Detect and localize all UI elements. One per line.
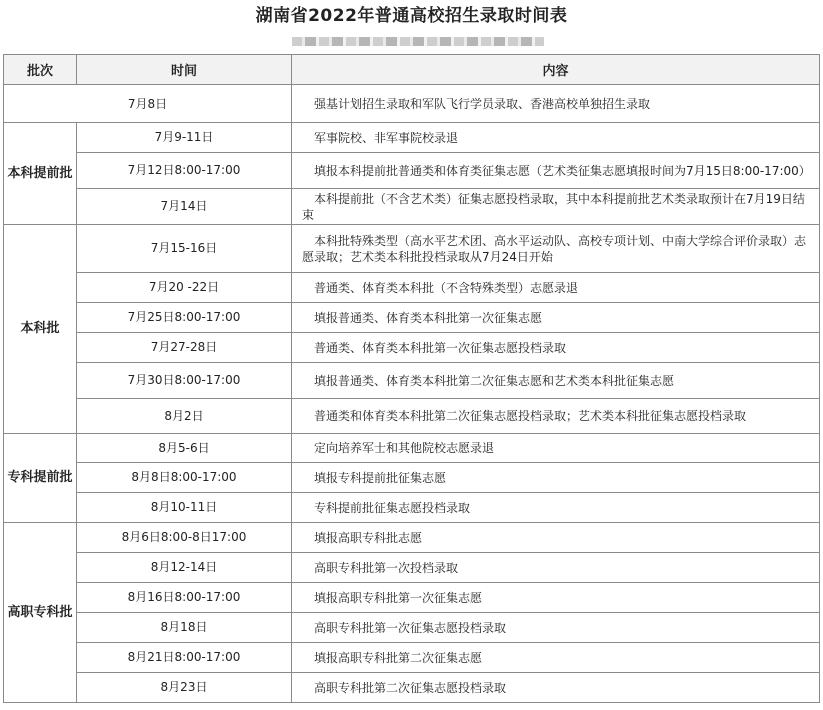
table-row [4,85,820,123]
table-header-row [4,55,820,85]
illegible-subtitle [292,37,544,46]
time-cell: 8月23日 [77,673,292,703]
content-cell: 填报高职专科批第一次征集志愿 [292,583,820,613]
content-cell: 高职专科批第二次征集志愿投档录取 [292,673,820,703]
table-row [4,553,820,583]
table-row [4,463,820,493]
content-cell: 普通类和体育类本科批第二次征集志愿投档录取；艺术类本科批征集志愿投档录取 [292,399,820,434]
content-cell: 军事院校、非军事院校录退 [292,123,820,153]
time-cell: 8月18日 [77,613,292,643]
time-cell: 7月25日8:00-17:00 [77,303,292,333]
header-content: 内容 [292,55,820,85]
table-row [4,189,820,225]
time-cell: 8月6日8:00-8日17:00 [77,523,292,553]
content-cell: 填报本科提前批普通类和体育类征集志愿（艺术类征集志愿填报时间为7月15日8:00-17:00） [292,153,820,189]
time-cell: 8月21日8:00-17:00 [77,643,292,673]
batch-cell: 高职专科批 [4,523,77,703]
time-cell: 8月12-14日 [77,553,292,583]
time-cell: 7月8日 [4,85,292,123]
content-cell: 强基计划招生录取和军队飞行学员录取、香港高校单独招生录取 [292,85,820,123]
batch-cell: 本科批 [4,225,77,434]
content-cell: 专科提前批征集志愿投档录取 [292,493,820,523]
time-cell: 8月8日8:00-17:00 [77,463,292,493]
content-cell: 填报专科提前批征集志愿 [292,463,820,493]
time-cell: 7月12日8:00-17:00 [77,153,292,189]
content-cell: 填报普通类、体育类本科批第一次征集志愿 [292,303,820,333]
table-row [4,399,820,434]
content-cell: 定向培养军士和其他院校志愿录退 [292,434,820,463]
content-cell: 普通类、体育类本科批（不含特殊类型）志愿录退 [292,273,820,303]
content-cell: 填报高职专科批第二次征集志愿 [292,643,820,673]
table-row [4,153,820,189]
table-row [4,523,820,553]
content-cell: 本科批特殊类型（高水平艺术团、高水平运动队、高校专项计划、中南大学综合评价录取）志愿录取；艺术类本科批投档录取从7月24日开始 [292,225,820,273]
table-row [4,673,820,703]
header-time: 时间 [77,55,292,85]
batch-cell: 本科提前批 [4,123,77,225]
content-cell: 本科提前批（不含艺术类）征集志愿投档录取，其中本科提前批艺术类录取预计在7月19日结束 [292,189,820,225]
batch-cell: 专科提前批 [4,434,77,523]
time-cell: 8月5-6日 [77,434,292,463]
table-row [4,434,820,463]
time-cell: 8月10-11日 [77,493,292,523]
time-cell: 7月14日 [77,189,292,225]
time-cell: 7月9-11日 [77,123,292,153]
table-row [4,333,820,363]
header-batch: 批次 [4,55,77,85]
time-cell: 8月16日8:00-17:00 [77,583,292,613]
time-cell: 7月30日8:00-17:00 [77,363,292,399]
table-row [4,363,820,399]
schedule-table [3,54,820,703]
table-row [4,493,820,523]
table-row [4,273,820,303]
table-row [4,123,820,153]
time-cell: 7月20 -22日 [77,273,292,303]
content-cell: 填报高职专科批志愿 [292,523,820,553]
time-cell: 7月27-28日 [77,333,292,363]
table-row [4,643,820,673]
time-cell: 7月15-16日 [77,225,292,273]
table-row [4,225,820,273]
content-cell: 普通类、体育类本科批第一次征集志愿投档录取 [292,333,820,363]
table-row [4,613,820,643]
content-cell: 高职专科批第一次投档录取 [292,553,820,583]
content-cell: 填报普通类、体育类本科批第二次征集志愿和艺术类本科批征集志愿 [292,363,820,399]
table-row [4,303,820,333]
time-cell: 8月2日 [77,399,292,434]
table-row [4,583,820,613]
page-title: 湖南省2022年普通高校招生录取时间表 [255,6,568,26]
content-cell: 高职专科批第一次征集志愿投档录取 [292,613,820,643]
